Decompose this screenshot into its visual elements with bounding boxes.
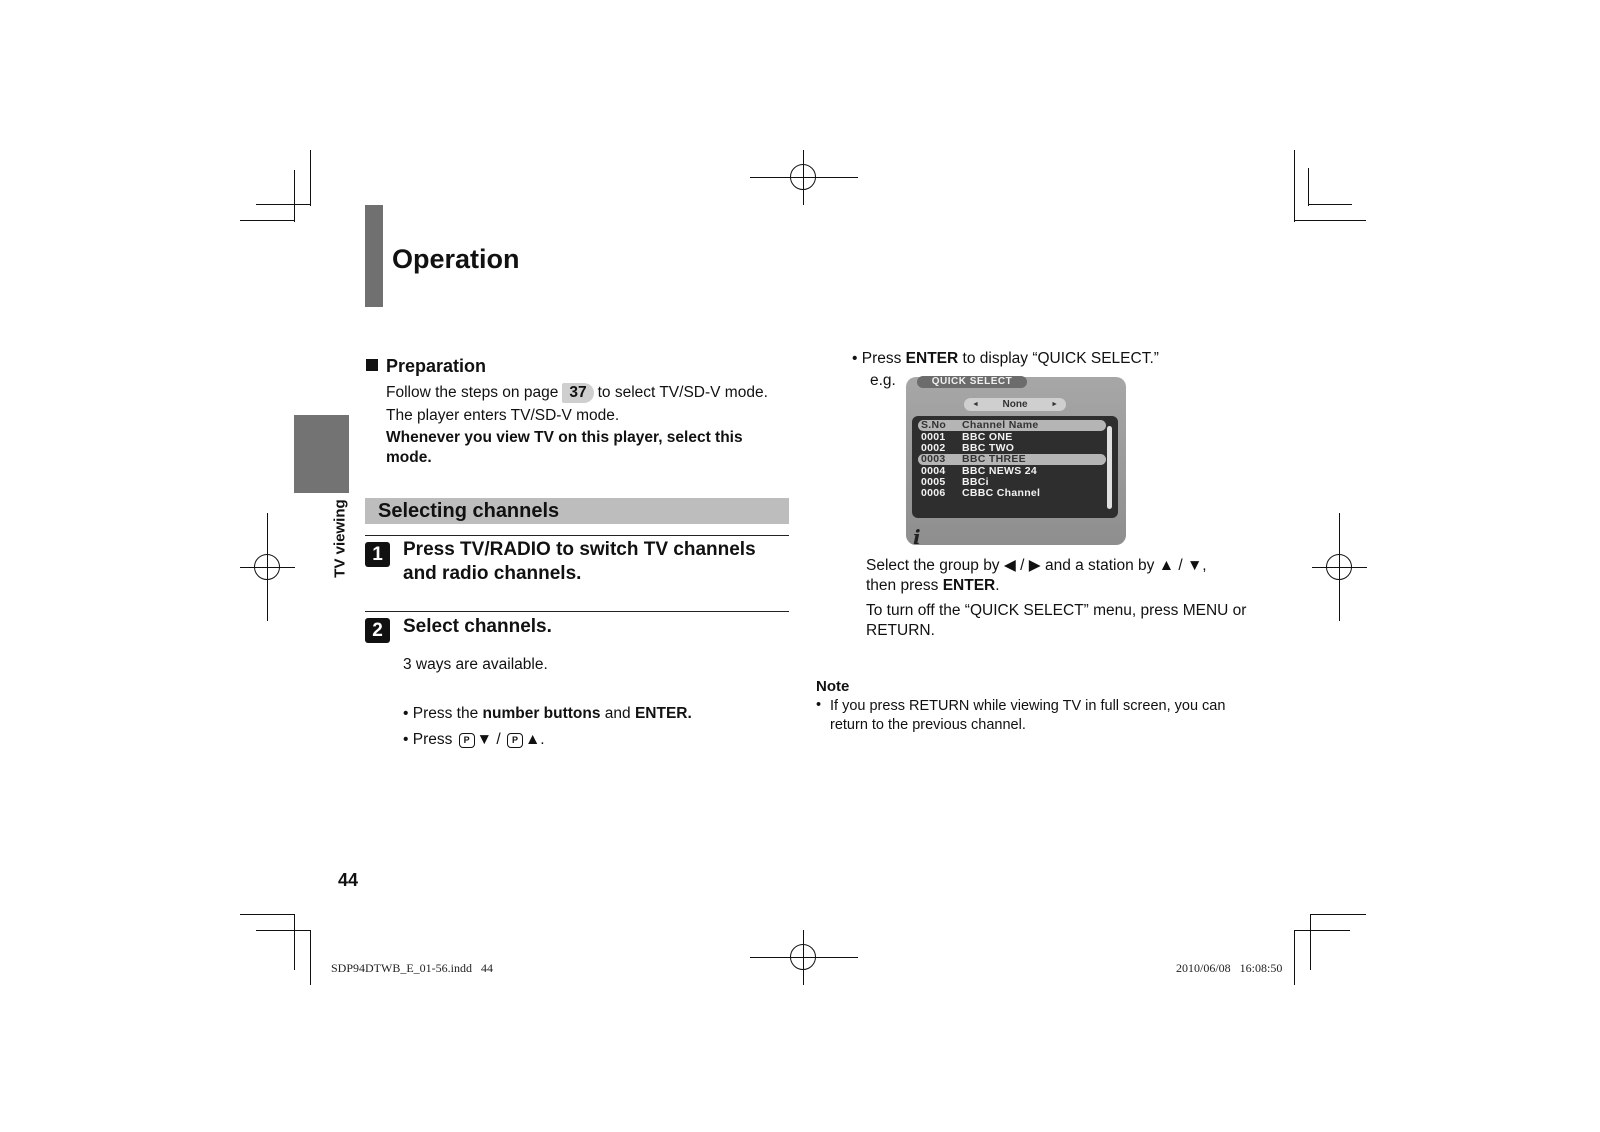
channel-row-selected[interactable]: 0003 BBC THREE [918, 454, 1106, 465]
p-button-icon: P [459, 733, 475, 748]
step-number-badge: 2 [365, 618, 390, 643]
channel-row[interactable]: 0004 BBC NEWS 24 [921, 465, 1038, 477]
preparation-line1: Follow the steps on page 37 to select TV/SD-V mode. [386, 384, 768, 401]
quick-select-instructions: Select the group by ◀ / ▶ and a station by ▲ / ▼, then press ENTER. [866, 557, 1207, 594]
channel-row[interactable]: 0002 BBC TWO [921, 442, 1015, 454]
bullet-number-buttons: • Press the number buttons and ENTER. [403, 705, 692, 722]
p-button-icon: P [507, 733, 523, 748]
page-title: Operation [392, 244, 520, 274]
divider [365, 535, 789, 536]
example-label: e.g. [870, 372, 896, 389]
group-selector[interactable]: ◄ None ► [964, 398, 1066, 411]
title-accent-bar [365, 205, 383, 307]
side-tab-label: TV viewing [331, 499, 349, 578]
channel-list-header: S.No Channel Name [918, 420, 1106, 431]
page-number: 44 [338, 870, 359, 890]
footer-file: SDP94DTWB_E_01-56.indd 44 [331, 961, 493, 975]
square-bullet-icon [366, 359, 378, 371]
note-bullet: • [816, 697, 822, 713]
left-arrow-icon[interactable]: ◄ [972, 401, 979, 408]
up-down-arrows-icon: ▲ / ▼, [1158, 557, 1207, 574]
preparation-line2: The player enters TV/SD-V mode. [386, 407, 620, 424]
footer-timestamp: 2010/06/08 16:08:50 [1176, 961, 1283, 975]
right-arrow-icon[interactable]: ► [1051, 401, 1058, 408]
step-1-text: Press TV/RADIO to switch TV channels and radio channels. [403, 539, 756, 584]
preparation-note: Whenever you view TV on this player, select this mode. [386, 429, 743, 466]
step-2-text: Select channels. [403, 616, 552, 637]
left-right-arrows-icon: ◀ / ▶ [1003, 557, 1041, 574]
list-scrollbar[interactable] [1107, 426, 1112, 509]
quick-select-tab: QUICK SELECT [917, 376, 1027, 388]
quick-select-bullet: • Press ENTER to display “QUICK SELECT.” [852, 350, 1159, 367]
channel-row[interactable]: 0001 BBC ONE [921, 431, 1013, 443]
down-arrow-icon: ▼ [476, 731, 493, 748]
note-text: If you press RETURN while viewing TV in full screen, you can return to the previous channel. [830, 698, 1226, 733]
quick-select-close-text: To turn off the “QUICK SELECT” menu, press MENU or RETURN. [866, 602, 1247, 639]
info-icon: i [913, 525, 921, 549]
channel-row[interactable]: 0006 CBBC Channel [921, 487, 1041, 499]
section-title: Selecting channels [378, 500, 560, 522]
ways-text: 3 ways are available. [403, 656, 548, 673]
up-arrow-icon: ▲ [524, 731, 541, 748]
bullet-p-buttons: • Press P ▼ / P ▲. [403, 731, 545, 748]
page-reference[interactable]: 37 [562, 383, 593, 403]
step-number-badge: 1 [365, 542, 390, 567]
preparation-heading: Preparation [386, 356, 487, 376]
note-heading: Note [816, 678, 850, 695]
divider [365, 611, 789, 612]
channel-row[interactable]: 0005 BBCi [921, 476, 989, 488]
